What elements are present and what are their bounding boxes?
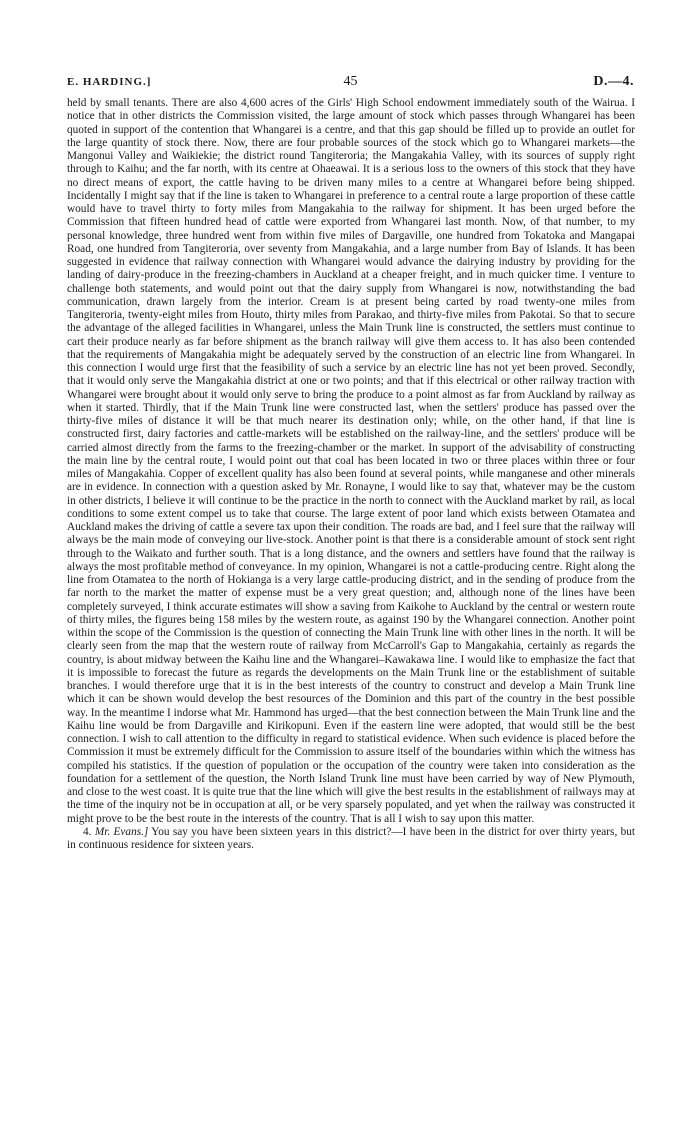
question-text: You say you have been sixteen years in this district?—I have been in the district for over thirty years, but in continuous residence for sixteen years. [67,825,636,851]
body-text [67,97,635,852]
evidence-paragraph: held by small tenants. There are also 4,600 acres of the Girls' High School endowment immediately south of the Wairua. I notice that in other districts the Commission visited, the large amount of stock which passes through Whangarei has been quoted in support of the contention that Whangarei is a centre, and that this gap should be filled up to provide an outlet for the large quantity of stock there. Now, there are four probable sources of the stock which go to Whangarei markets—the Mangonui Valley and Waikiekie; the district round Tangiteroria; the Mangakahia Valley, with its sources of supply right through to Kaihu; and the far north, with its centre at Ohaeawai. It is a serious loss to the owners of this stock that they have no direct means of export, the cattle having to be driven many miles to a centre at Whangarei before being shipped. Incidentally I might say that if the line is taken to Whangarei in preference to a central route a large proportion of these cattle would have to travel thirty to forty miles from Mangakahia to the railway for shipment. It has been urged before the Commission that fifteen hundred head of cattle were exported from Whangarei last month. Now, of that number, to my personal knowledge, three hundred went from within five miles of Dargaville, one hundred from Tokatoka and Mangapai Road, one hundred from Tangiteroria, over seventy from Mangakahia, and a large number from Bay of Islands. It has been suggested in evidence that railway connection with Whangarei would advance the dairying industry by providing for the landing of dairy-produce in the freezing-chambers in Auckland at a cheaper freight, and in much quicker time. I venture to challenge both statements, and would point out that the dairy supply from Whangarei is now, notwithstanding the bad communication, drawn largely from the interior. Cream is at present being carted by road twenty-one miles from Tangiteroria, twenty-eight miles from Houto, thirty miles from Parakao, and thirty-five miles from Pakotai. So that to secure the advantage of the alleged facilities in Whangarei, unless the Main Trunk line is constructed, the settlers must continue to cart their produce nearly as far before shipment as the branch railway will give them access to. It has also been contended that the requirements of Mangakahia might be adequately served by the construction of an electric line from Whangarei. In this connection I would urge first that the feasibility of such a service by an electric line has not yet been proved. Secondly, that it would only serve the Mangakahia district at one or two points; and that if this electrical or other railway traction with Whangarei were brought about it would only serve to bring the produce to a point almost as far from Auckland by railway as when it started. Thirdly, that if the Main Trunk line were constructed last, when the settlers' produce has passed over the thirty-five miles of distance it will be that much nearer its destination only; while, on the other hand, if that line is constructed first, dairy factories and cattle-markets will be established on the railway-line, and the settlers' produce will be carried almost directly from the farms to the freezing-chamber or the market. In support of the advisability of constructing the main line by the central route, I would point out that coal has been located in two or three places within three or four miles of Mangakahia. Copper of excellent quality has also been found at several points, while manganese and other minerals are in evidence. In connection with a question asked by Mr. Ronayne, I would like to say that, whatever may be the custom in other districts, I believe it will continue to be the practice in the north to connect with the Auckland market by rail, as local conditions to some extent compel us to take that course. The large extent of poor land which exists between Otamatea and Auckland makes the driving of cattle a severe tax upon their condition. The roads are bad, and I feel sure that the railway will always be the main mode of conveying our live-stock. Another point is that there is a considerable amount of stock sent right through to the Waikato and further south. That is a long distance, and the owners and settlers have found that the railway is always the most profitable method of conveyance. In my opinion, Whangarei is not a cattle-producing centre. Right along the line from Otamatea to the north of Hokianga is a very large cattle-producing district, and in the sending of produce from the far north to the market the matter of expense must be a very great question; and, although none of the lines have been completely surveyed, I think accurate estimates will show a saving from Kaikohe to Auckland by the central or western route of thirty miles, the figures being 158 miles by the western route, as against 190 by the Whangarei connection. Another point within the scope of the Commission is the question of connecting the Main Trunk line with other lines in the north. It will be clearly seen from the map that the western route of railway from McCarroll's Gap to Mangakahia, certainly as regards the country, is about midway between the Kaihu line and the Whangarei–Kawakawa line. I would like to emphasize the fact that it is impossible to forecast the future as regards the developments on the Main Trunk line or the establishment of suitable branches. I would therefore urge that it is in the best interests of the country to construct and develop a Main Trunk line which it can be shown would develop the best resources of the Dominion and this part of the country in the best possible way. In the meantime I indorse what Mr. Hammond has urged—that the best connection between the Main Trunk line and the Kaihu line would be from Dargaville and Kirikopuni. Even if the eastern line were adopted, that would still be the best connection. I wish to call attention to the difficulty in regard to statistical evidence. When such evidence is placed before the Commission it must be extremely difficult for the Commission to assure itself of the boundaries within which the witness has compiled his statistics. If the question of population or the occupation of the country were taken into consideration as the foundation for a settlement of the question, the North Island Trunk line must have been carried by way of New Plymouth, and close to the west coast. It is quite true that the line which will give the best results in the establishment of railways may at the time of the inquiry not be in occupation at all, or be very sparsely populated, and yet when the railway was constructed it might prove to be the best route in the interests of the country. That is all I wish to say upon this matter. [67,97,635,825]
page-number: 45 [343,74,358,89]
page-header [67,74,634,94]
question-paragraph [67,826,635,853]
header-witness-name: E. HARDING.] [67,76,152,88]
document-reference: D.—4. [593,74,634,89]
question-speaker: Mr. Evans.] [94,825,149,838]
question-number: 4. [83,825,92,838]
